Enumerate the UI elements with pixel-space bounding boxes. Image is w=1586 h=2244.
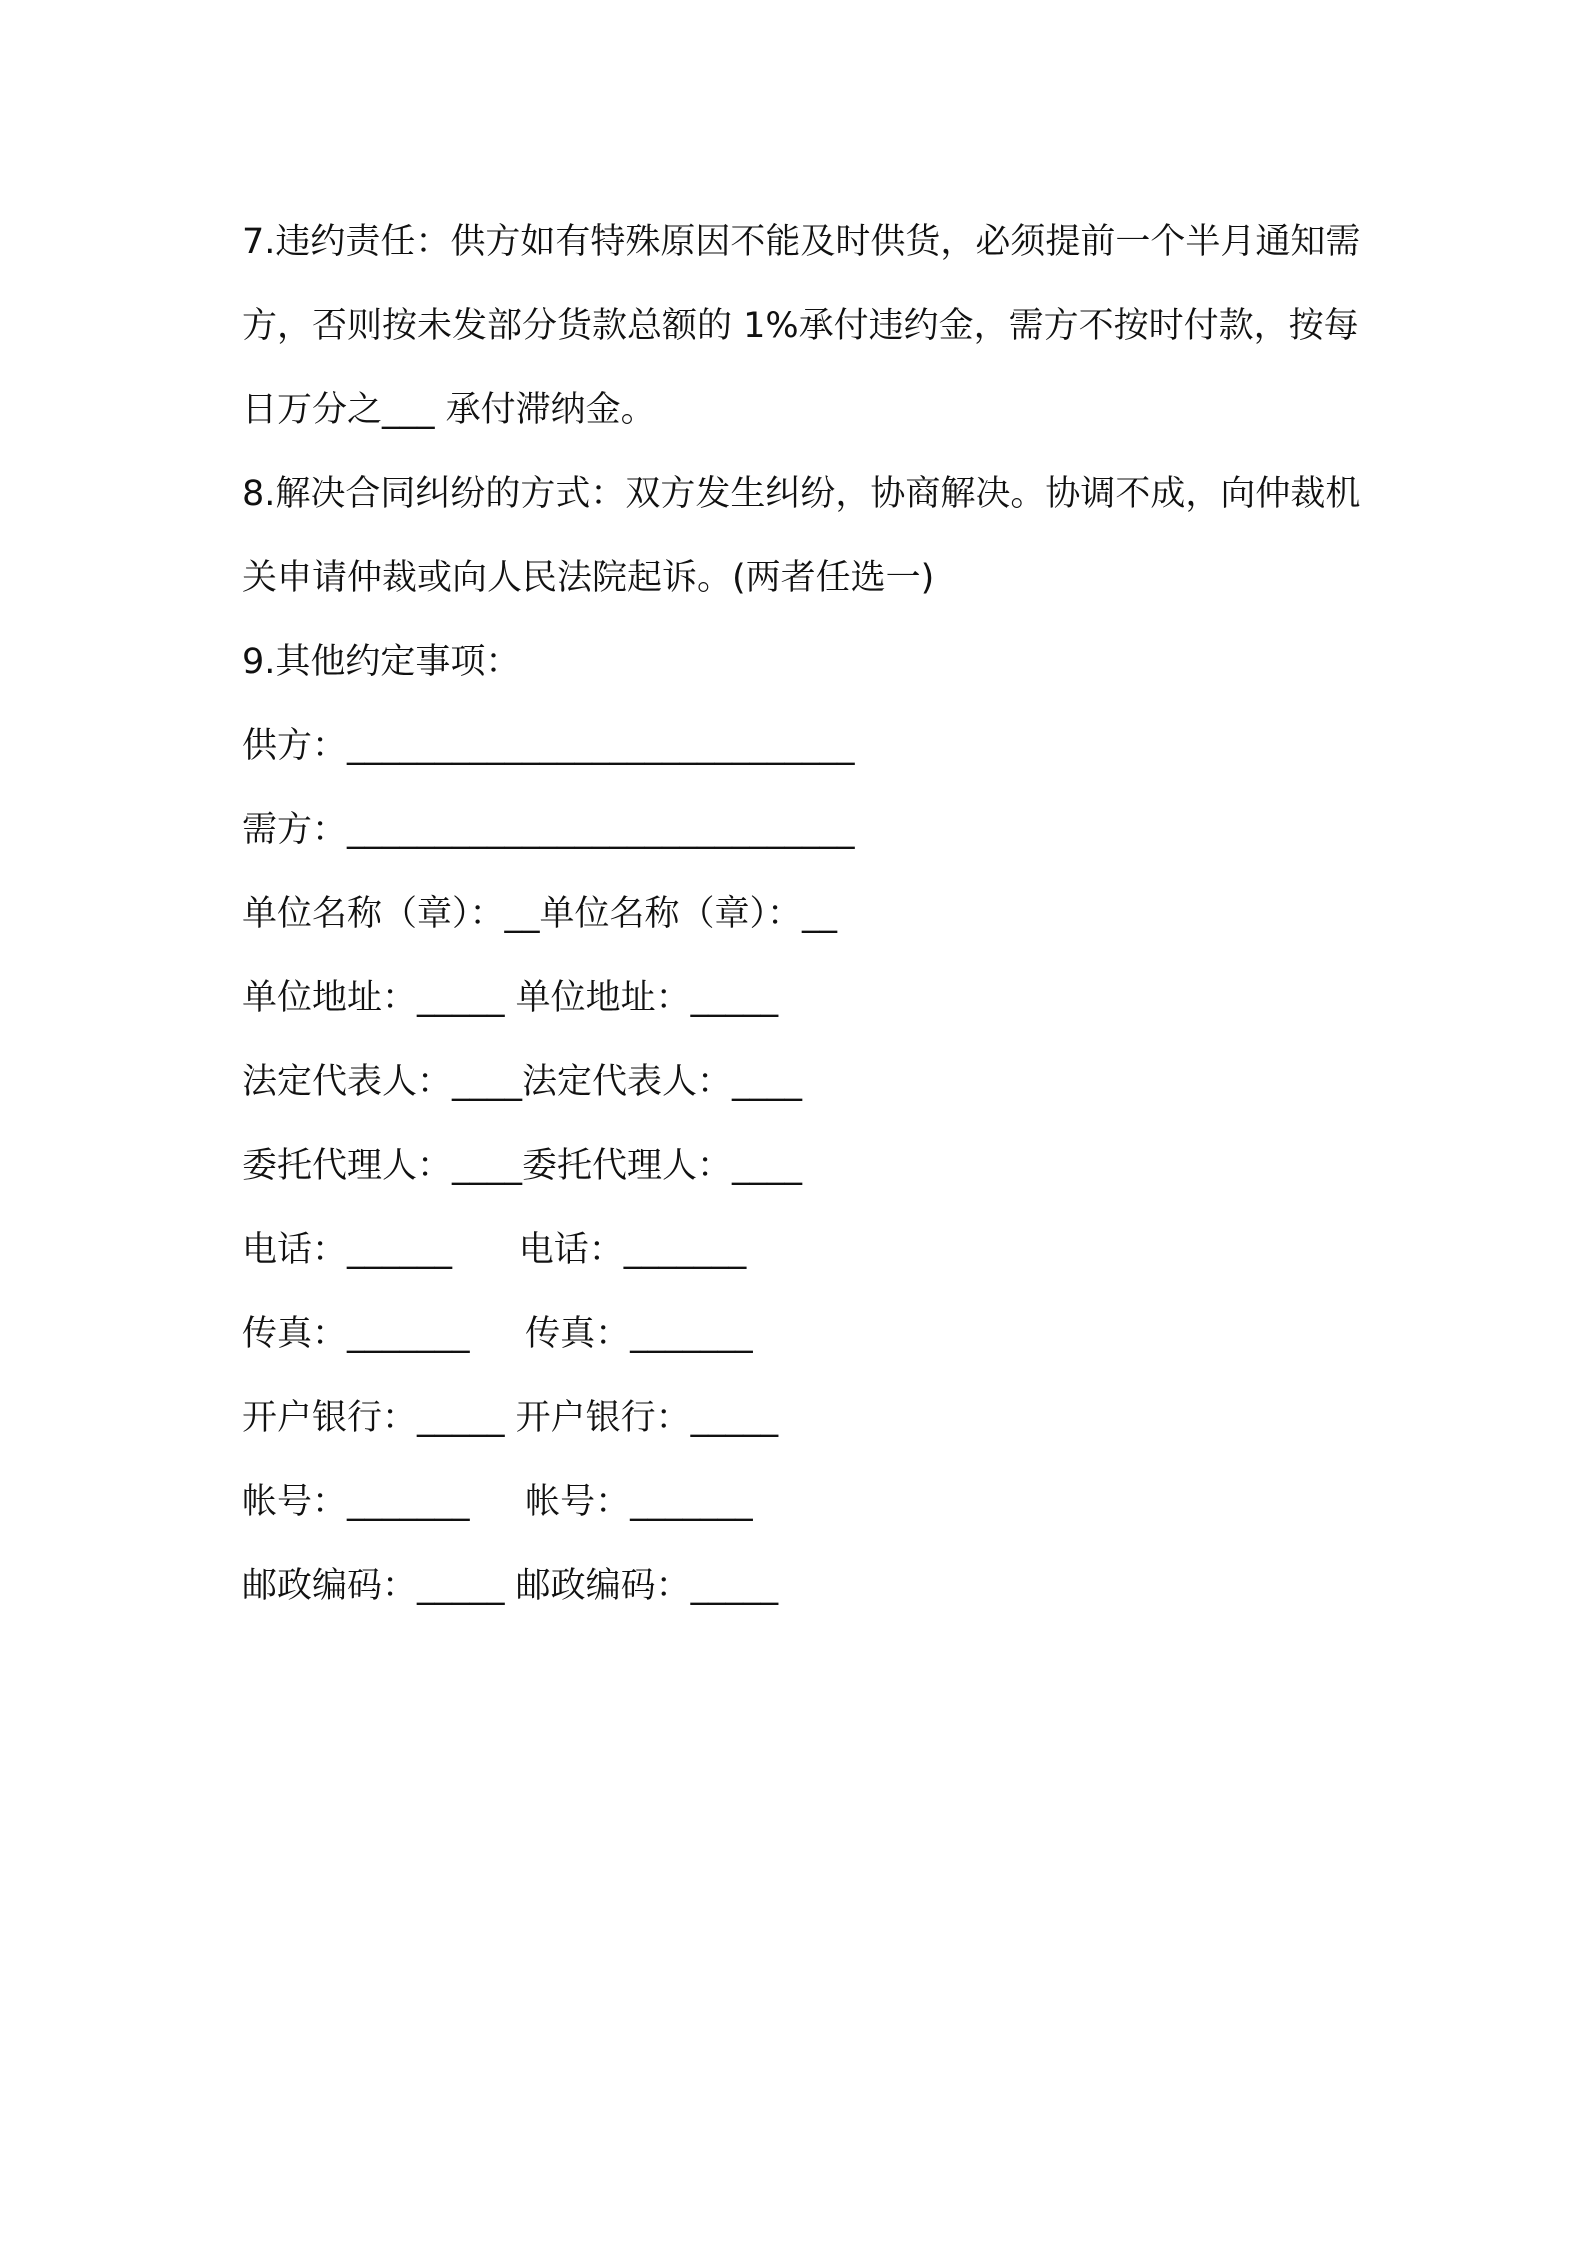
postal-code-line: 邮政编码：_____ 邮政编码：_____ [242, 1566, 779, 1606]
bank-line: 开户银行：_____ 开户银行：_____ [242, 1398, 779, 1438]
legal-representative-line: 法定代表人：____法定代表人：____ [242, 1062, 803, 1102]
company-name-seal-line: 单位名称（章）：__单位名称（章）：__ [242, 894, 838, 934]
clause-8-dispute-resolution: 8.解决合同纠纷的方式：双方发生纠纷，协商解决。协调不成，向仲裁机关申请仲裁或向人民法院起诉。(两者任选一) [242, 474, 1361, 598]
clause-7-breach-liability: 7.违约责任：供方如有特殊原因不能及时供货，必须提前一个半月通知需方，否则按未发部分货款总额的 1%承付违约金，需方不按时付款，按每日万分之___ 承付滞纳金。 [242, 222, 1361, 430]
telephone-line: 电话：______ 电话：_______ [242, 1230, 747, 1270]
buyer-line: 需方：_____________________________ [242, 810, 855, 850]
supplier-line: 供方：_____________________________ [242, 726, 855, 766]
fax-line: 传真：_______ 传真：_______ [242, 1314, 753, 1354]
clause-9-other-matters: 9.其他约定事项： [242, 642, 521, 682]
document-body [242, 200, 1362, 1628]
authorized-agent-line: 委托代理人：____委托代理人：____ [242, 1146, 803, 1186]
account-number-line: 帐号：_______ 帐号：_______ [242, 1482, 753, 1522]
signature-block [242, 704, 1362, 1628]
company-address-line: 单位地址：_____ 单位地址：_____ [242, 978, 779, 1018]
